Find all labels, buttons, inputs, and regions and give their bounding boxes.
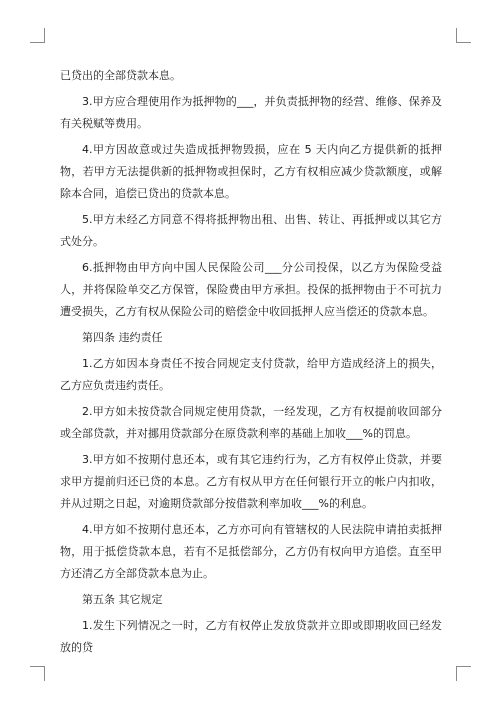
clause-5-paragraph: 5.甲方未经乙方同意不得将抵押物出租、出售、转让、再抵押或以其它方式处分。: [60, 213, 442, 248]
crop-mark-bottom-left: [30, 666, 45, 681]
article-4-item-1: 1.乙方如因本身责任不按合同规定支付贷款，给甲方造成经济上的损失，乙方应负责违约责任。: [60, 357, 442, 392]
document-body: [60, 65, 442, 663]
crop-mark-bottom-right: [456, 666, 471, 681]
article-4-item-4: 4.甲方如不按期付息还本，乙方亦可向有管辖权的人民法院申请拍卖抵押物，用于抵偿贷款本息，若有不足抵偿部分，乙方仍有权向甲方追偿。直至甲方还清乙方全部贷款本息为止。: [60, 523, 442, 580]
article-4-item-2: 2.甲方如未按贷款合同规定使用贷款，一经发现，乙方有权提前收回部分或全部贷款，并对挪用贷款部分在原贷款利率的基础上加收___%的罚息。: [60, 405, 442, 440]
article-5-item-1: 1.发生下列情况之一时，乙方有权停止发放贷款并立即或即期收回已经发放的贷: [60, 619, 442, 654]
clause-4-paragraph: 4.甲方因故意或过失造成抵押物毁损，应在 5 天内向乙方提供新的抵押物，若甲方无法提供新的抵押物或担保时，乙方有权相应减少贷款额度，或解除本合同，追偿已贷出的贷款本息。: [60, 143, 442, 200]
article-4-heading: 第四条 违约责任: [82, 331, 163, 344]
article-5-heading: 第五条 其它规定: [82, 593, 163, 606]
paragraph-continuation: 已贷出的全部贷款本息。: [60, 69, 181, 82]
crop-mark-top-left: [30, 28, 45, 43]
article-4-item-3: 3.甲方如不按期付息还本，或有其它违约行为，乙方有权停止贷款，并要求甲方提前归还已贷的本息。乙方有权从甲方在任何银行开立的帐户内扣收，并从过期之日起，对逾期贷款部分按借款利率加收___%的利息。: [60, 453, 442, 510]
crop-mark-top-right: [456, 28, 471, 43]
clause-3-paragraph: 3.甲方应合理使用作为抵押物的___，并负责抵押物的经营、维修、保养及有关税赋等费用。: [60, 95, 442, 130]
clause-6-paragraph: 6.抵押物由甲方向中国人民保险公司___分公司投保，以乙方为保险受益人，并将保险单交乙方保管，保险费由甲方承担。投保的抵押物由于不可抗力遭受损失，乙方有权从保险公司的赔偿金中收回抵押人应当偿还的贷款本息。: [60, 261, 442, 318]
